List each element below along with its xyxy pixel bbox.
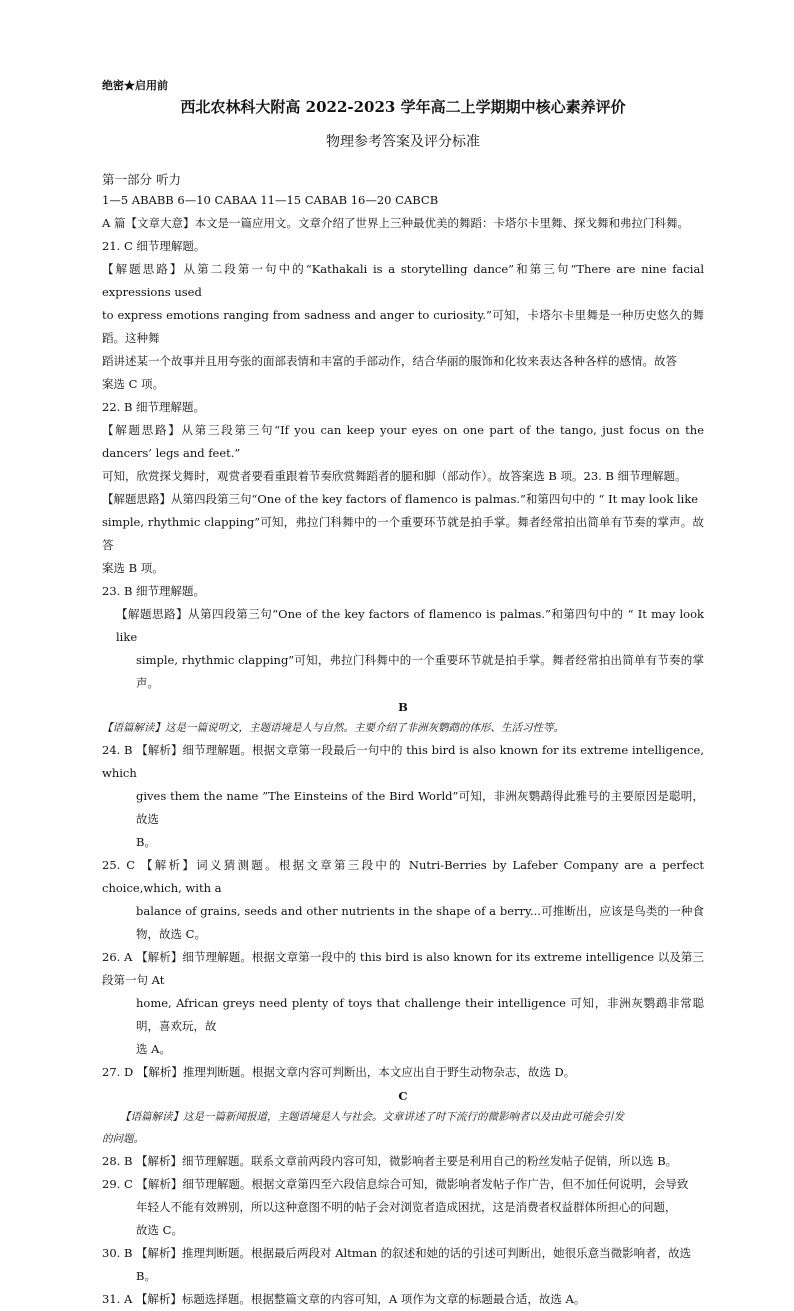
sectionB-reading-note: 【语篇解读】这是一篇说明文，主题语境是人与自然。主要介绍了非洲灰鹦鹉的体形、生活习性等。	[102, 722, 564, 734]
q21-explanation-line: 蹈讲述某一个故事并且用夸张的面部表情和丰富的手部动作，结合华丽的服饰和化妆来表达各种各样的感情。故答	[102, 354, 677, 368]
q23-explanation-line: simple, rhythmic clapping”可知，弗拉门科舞中的一个重要环节就是拍手掌。舞者经常拍出简单有节奏的掌声。	[136, 653, 704, 690]
q23-explanation-line: 【解题思路】从第四段第三句“One of the key factors of flamenco is palmas.”和第四句中的 “ It may look like	[116, 607, 704, 644]
q25-line: 25. C 【解析】词义猜测题。根据文章第三段中的 Nutri-Berries by Lafeber Company are a perfect choice,which, with a	[102, 858, 704, 895]
q30-line: B。	[136, 1269, 156, 1283]
q24-line: 24. B 【解析】细节理解题。根据文章第一段最后一句中的 this bird is also known for its extreme intelligence, which	[102, 743, 704, 780]
q26-line: 选 A。	[136, 1042, 171, 1056]
q21-explanation-line: to express emotions ranging from sadness and anger to curiosity.”可知，卡塔尔卡里舞是一种历史悠久的舞蹈。这种舞	[102, 308, 704, 345]
q21-explanation-line: 案选 C 项。	[102, 377, 165, 391]
q23-answer: 23. B 细节理解题。	[102, 584, 206, 598]
sectionB-letter: B	[398, 700, 408, 714]
q29-line: 年轻人不能有效辨别，所以这种意图不明的帖子会对浏览者造成困扰，这是消费者权益群体所担心的问题，	[136, 1200, 677, 1214]
sectionA-intro: A 篇【文章大意】本文是一篇应用文。文章介绍了世界上三种最优美的舞蹈：卡塔尔卡里舞、探戈舞和弗拉门科舞。	[102, 216, 689, 230]
sectionC-letter: C	[398, 1089, 408, 1103]
q31-line: 31. A 【解析】标题选择题。根据整篇文章的内容可知，A 项作为文章的标题最合适，故选 A。	[102, 1292, 586, 1306]
q24-line: gives them the name ”The Einsteins of the Bird World”可知，非洲灰鹦鹉得此雅号的主要原因是聪明，故选	[136, 789, 704, 826]
q28-line: 28. B 【解析】细节理解题。联系文章前两段内容可知，微影响者主要是利用自己的粉丝发帖子促销，所以选 B。	[102, 1154, 678, 1168]
q22-explanation-line: 【解题思路】从第三段第三句“If you can keep your eyes on one part of the tango, just focus on the dancers’ legs and feet.”	[102, 423, 704, 460]
q22-explanation-line: simple, rhythmic clapping”可知，弗拉门科舞中的一个重要环节就是拍手掌。舞者经常拍出简单有节奏的掌声。故答	[102, 515, 704, 552]
confidential-label: 绝密★启用前	[102, 79, 168, 92]
q22-explanation-line: 可知，欣赏探戈舞时，观赏者要看重跟着节奏欣赏舞蹈者的腿和脚（部动作）。故答案选 B 项。23. B 细节理解题。	[102, 469, 687, 483]
q27-line: 27. D 【解析】推理判断题。根据文章内容可判断出，本文应出自于野生动物杂志，故选 D。	[102, 1065, 576, 1079]
q24-line: B。	[136, 835, 156, 849]
q29-line: 故选 C。	[136, 1223, 183, 1237]
q21-answer: 21. C 细节理解题。	[102, 239, 206, 253]
q22-explanation-line: 【解题思路】从第四段第三句“One of the key factors of flamenco is palmas.”和第四句中的 “ It may look like	[102, 492, 699, 506]
part1-answers: 1—5 ABABB 6—10 CABAA 11—15 CABAB 16—20 CABCB	[102, 193, 439, 207]
q29-line: 29. C 【解析】细节理解题。根据文章第四至六段信息综合可知，微影响者发帖子作广告，但不加任何说明，会导致	[102, 1177, 689, 1191]
page-title: 西北农林科大附高 2022-2023 学年高二上学期期中核心素养评价	[180, 98, 626, 116]
q30-line: 30. B 【解析】推理判断题。根据最后两段对 Altman 的叙述和她的话的引述可判断出，她很乐意当微影响者，故选	[102, 1246, 692, 1260]
q25-line: balance of grains, seeds and other nutrients in the shape of a berry...可推断出，应该是鸟类的一种食物，故选 C。	[136, 904, 704, 941]
q26-line: home, African greys need plenty of toys that challenge their intelligence 可知，非洲灰鹦鹉非常聪明，喜欢玩，故	[136, 996, 704, 1033]
sectionC-reading-note: 的问题。	[102, 1133, 144, 1145]
page-subtitle: 物理参考答案及评分标准	[326, 134, 480, 150]
q22-answer: 22. B 细节理解题。	[102, 400, 206, 414]
q21-explanation-line: 【解题思路】从第二段第一句中的“Kathakali is a storytelling dance”和第三句“There are nine facial expressions used	[102, 262, 704, 299]
q26-line: 26. A 【解析】细节理解题。根据文章第一段中的 this bird is also known for its extreme intelligence 以及第三段第一句 At	[102, 950, 704, 987]
sectionC-reading-note: 【语篇解读】这是一篇新闻报道，主题语境是人与社会。文章讲述了时下流行的微影响者以及由此可能会引发	[120, 1111, 624, 1123]
part1-heading: 第一部分 听力	[102, 172, 181, 187]
q22-explanation-line: 案选 B 项。	[102, 561, 164, 575]
